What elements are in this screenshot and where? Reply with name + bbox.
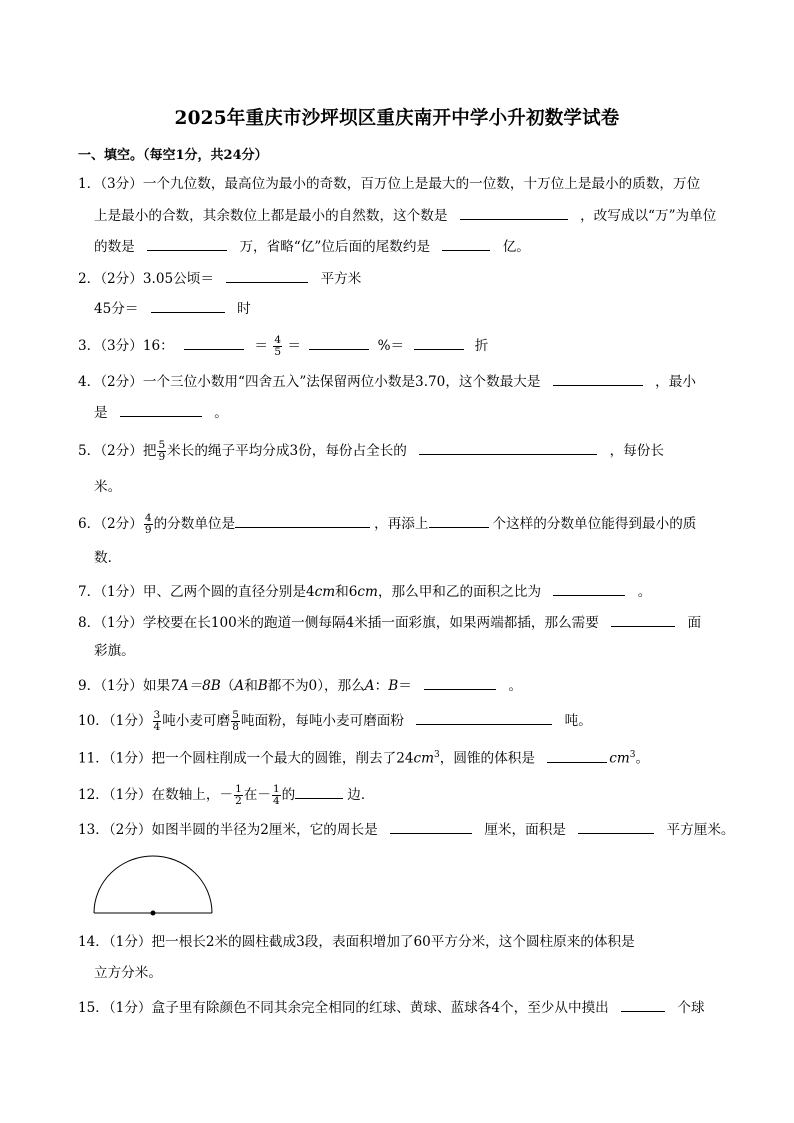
q5-fraction: $\frac{5}{9}$ bbox=[158, 439, 166, 463]
q3-eq-1: ＝ bbox=[254, 338, 269, 354]
q1-text-d: 万，省略“亿”位后面的尾数约是 bbox=[239, 239, 431, 255]
q9-text-c: 。 bbox=[508, 678, 523, 694]
q11-blank[interactable] bbox=[547, 748, 607, 763]
q3-text-a: 3．（3分）16： bbox=[78, 338, 174, 354]
q12-text-d: 边． bbox=[347, 787, 375, 803]
q7-value-2: 6 bbox=[348, 584, 358, 600]
center-point bbox=[151, 911, 156, 916]
q3-text-e: 折 bbox=[474, 338, 489, 354]
q9-line bbox=[78, 675, 522, 695]
q11-unit-2: cm bbox=[609, 750, 630, 767]
q15-text-b: 个球 bbox=[677, 1000, 705, 1016]
q10-fraction-2: $\frac{5}{8}$ bbox=[232, 709, 239, 733]
q15-line bbox=[78, 997, 705, 1017]
q11-line bbox=[78, 746, 649, 768]
q8-text-b: 面 bbox=[687, 615, 702, 631]
q12-text-c: 的 bbox=[281, 787, 296, 803]
q3-blank-3[interactable] bbox=[414, 335, 464, 350]
q14-line2: 立方分米。 bbox=[94, 965, 162, 981]
q6-text-a: 6．（2分） bbox=[78, 516, 143, 532]
q9-text-a: 9．（1分）如果 bbox=[78, 678, 171, 694]
q9-equation: 7A＝8B bbox=[170, 678, 221, 694]
q9-equals: ＝ bbox=[398, 678, 412, 694]
q8-blank[interactable] bbox=[611, 612, 675, 627]
q13-blank-2[interactable] bbox=[578, 819, 654, 834]
q9-blank[interactable] bbox=[424, 675, 496, 690]
q3-line bbox=[78, 335, 488, 358]
q1-blank-1[interactable] bbox=[460, 205, 568, 220]
q5-text-b: 米长的绳子平均分成3份，每份占全长的 bbox=[167, 443, 407, 459]
semicircle-figure bbox=[90, 852, 218, 918]
q9-and: 和 bbox=[244, 678, 258, 694]
q2-blank-2[interactable] bbox=[151, 298, 225, 313]
q2-text-a: 2．（2分）3.05公顷＝ bbox=[78, 271, 214, 287]
q4-text-d: 。 bbox=[214, 405, 228, 421]
q7-blank[interactable] bbox=[553, 581, 625, 596]
q7-line bbox=[78, 581, 651, 601]
q11-exponent-2: 3 bbox=[629, 750, 636, 760]
q1-line3 bbox=[94, 236, 530, 256]
q2-text-b: 平方米 bbox=[320, 271, 362, 287]
q9-paren-close: 都不为0），那么 bbox=[267, 678, 365, 694]
q7-text-c: 。 bbox=[637, 584, 652, 600]
q7-unit-1: cm bbox=[314, 584, 336, 600]
page-title: 2025年重庆市沙坪坝区重庆南开中学小升初数学试卷 bbox=[174, 108, 620, 129]
q1-line2 bbox=[94, 205, 716, 225]
q13-text-b: 厘米，面积是 bbox=[484, 822, 566, 838]
q9-colon: ： bbox=[374, 678, 389, 694]
q6-text-b: 的分数单位是 bbox=[153, 516, 236, 532]
q1-text-a: 上是最小的合数，其余数位上都是最小的自然数，这个数是 bbox=[94, 208, 448, 224]
q2-text-c: 45分＝ bbox=[94, 301, 139, 317]
q6-text-c: ，再添上 bbox=[374, 516, 429, 532]
section-heading: 一、填空。（每空1分，共24分） bbox=[78, 148, 268, 163]
q4-blank-2[interactable] bbox=[120, 402, 202, 417]
q3-text-d: %＝ bbox=[377, 338, 405, 354]
q10-text-b: 吨小麦可磨 bbox=[162, 713, 231, 729]
q8-line2: 彩旗。 bbox=[94, 643, 135, 659]
q2-blank-1[interactable] bbox=[226, 268, 308, 283]
semicircle-arc bbox=[94, 856, 212, 913]
q9-paren-open: （ bbox=[220, 678, 235, 694]
q3-fraction: $\frac{4}{5}$ bbox=[274, 334, 282, 358]
q10-fraction-1: $\frac{3}{4}$ bbox=[153, 709, 161, 733]
q6-line2: 数． bbox=[94, 550, 122, 566]
q5-line1 bbox=[78, 440, 664, 463]
q4-line1 bbox=[78, 371, 696, 391]
q11-unit: cm bbox=[413, 750, 435, 767]
q13-text-c: 平方厘米。 bbox=[666, 822, 735, 838]
q1-text-e: 亿。 bbox=[502, 239, 530, 255]
q3-blank-2[interactable] bbox=[309, 335, 369, 350]
q12-line bbox=[78, 784, 374, 807]
q11-text-b: ，圆锥的体积是 bbox=[439, 750, 535, 767]
q9-var-a: A bbox=[234, 678, 245, 694]
q6-blank-1[interactable] bbox=[235, 513, 370, 528]
q4-line2 bbox=[94, 402, 228, 422]
q15-text-a: 15．（1分）盒子里有除颜色不同其余完全相同的红球、黄球、蓝球各4个，至少从中摸出 bbox=[78, 1000, 609, 1016]
q13-blank-1[interactable] bbox=[390, 819, 472, 834]
q1-blank-3[interactable] bbox=[442, 236, 490, 251]
q8-line1 bbox=[78, 612, 701, 632]
q10-text-c: 吨面粉，每吨小麦可磨面粉 bbox=[240, 713, 404, 729]
q13-line bbox=[78, 819, 735, 839]
q15-blank[interactable] bbox=[621, 997, 665, 1012]
q2-line2 bbox=[94, 298, 251, 318]
q11-text-c: 。 bbox=[635, 750, 650, 767]
q12-text-b: 在 bbox=[243, 787, 258, 803]
q6-line1 bbox=[78, 513, 696, 536]
q7-text-b: ，那么甲和乙的面积之比为 bbox=[377, 584, 542, 600]
q3-eq-2: ＝ bbox=[287, 338, 301, 354]
q1-text-c: 的数是 bbox=[94, 239, 135, 255]
q9-var-b: B bbox=[257, 678, 268, 694]
q10-blank[interactable] bbox=[416, 710, 552, 725]
q11-value: 24 bbox=[396, 750, 414, 767]
q1-blank-2[interactable] bbox=[147, 236, 227, 251]
q4-text-b: ，最小 bbox=[655, 374, 696, 390]
q7-and: 和 bbox=[335, 584, 349, 600]
q4-text-c: 是 bbox=[94, 405, 108, 421]
q7-value-1: 4 bbox=[306, 584, 315, 600]
q2-line1 bbox=[78, 268, 361, 288]
q12-blank[interactable] bbox=[295, 784, 343, 799]
q4-blank-1[interactable] bbox=[553, 371, 643, 386]
q3-blank-1[interactable] bbox=[184, 335, 244, 350]
q4-text-a: 4．（2分）一个三位小数用“四舍五入”法保留两位小数是3.70，这个数最大是 bbox=[78, 374, 541, 390]
q12-text-a: 12．（1分）在数轴上， bbox=[78, 787, 220, 803]
q12-minus-1: － bbox=[219, 787, 234, 803]
q12-minus-2: － bbox=[257, 787, 271, 803]
q10-text-a: 10．（1分） bbox=[78, 713, 152, 729]
q10-text-d: 吨。 bbox=[564, 713, 592, 729]
q5-text-c: ，每份长 bbox=[609, 443, 664, 459]
q7-text-a: 7．（1分）甲、乙两个圆的直径分别是 bbox=[78, 584, 306, 600]
q1-line1: 1．（3分）一个九位数，最高位为最小的奇数，百万位上是最大的一位数，十万位上是最小的质数，万位 bbox=[78, 176, 701, 192]
q5-blank-1[interactable] bbox=[419, 440, 597, 455]
q10-line bbox=[78, 710, 592, 733]
q6-fraction: $\frac{4}{9}$ bbox=[144, 512, 152, 536]
q5-line2: 米。 bbox=[94, 479, 122, 495]
q9-var-b2: B bbox=[388, 678, 399, 694]
q12-fraction-2: $\frac{1}{4}$ bbox=[272, 783, 280, 807]
q6-blank-2[interactable] bbox=[429, 513, 489, 528]
q11-exponent: 3 bbox=[434, 750, 440, 760]
q9-var-a2: A bbox=[364, 678, 375, 694]
q11-text-a: 11．（1分）把一个圆柱削成一个最大的圆锥，削去了 bbox=[78, 750, 397, 767]
q14-line1: 14．（1分）把一根长2米的圆柱截成3段，表面积增加了60平方分米，这个圆柱原来的体积是 bbox=[78, 934, 635, 950]
q5-text-a: 5．（2分）把 bbox=[78, 443, 157, 459]
q13-text-a: 13．（2分）如图半圆的半径为2厘米，它的周长是 bbox=[78, 822, 378, 838]
q8-text-a: 8．（1分）学校要在长100米的跑道一侧每隔4米插一面彩旗，如果两端都插，那么需要 bbox=[78, 615, 599, 631]
q2-text-d: 时 bbox=[237, 301, 251, 317]
q7-unit-2: cm bbox=[357, 584, 378, 600]
q12-fraction-1: $\frac{1}{2}$ bbox=[235, 783, 242, 807]
q6-text-d: 个这样的分数单位能得到最小的质 bbox=[492, 516, 697, 532]
q1-text-b: ，改写成以“万”为单位 bbox=[580, 208, 717, 224]
